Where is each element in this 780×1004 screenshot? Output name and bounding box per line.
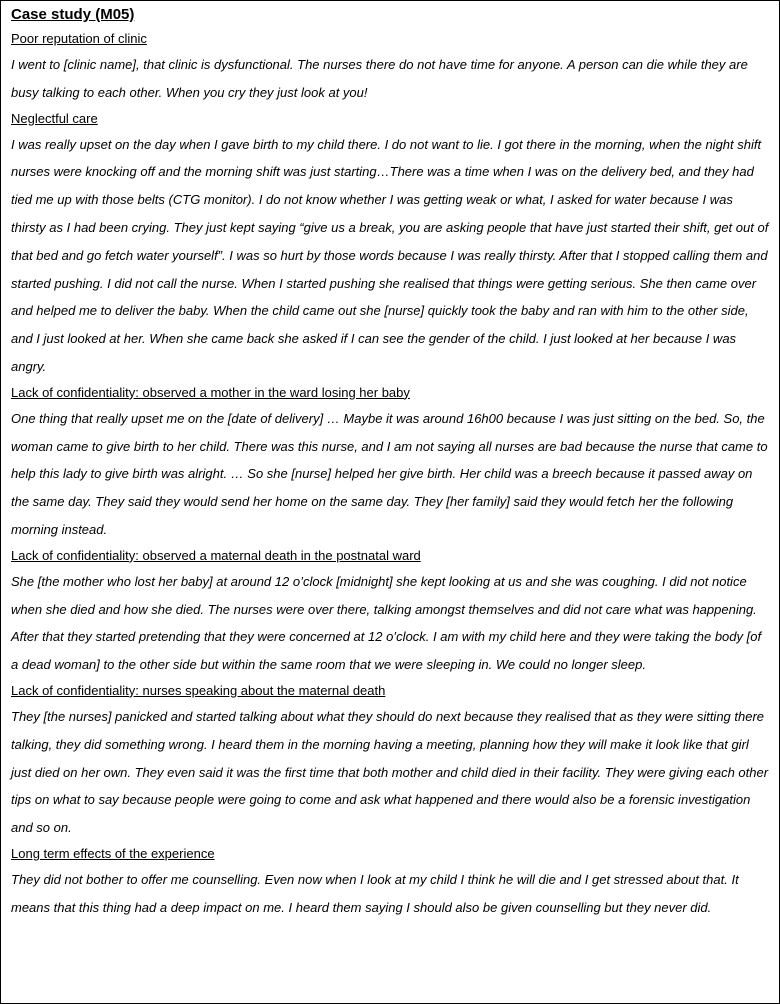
section-heading: Lack of confidentiality: observed a mother in the ward losing her baby	[11, 384, 410, 400]
section-quote: I was really upset on the day when I gave birth to my child there. I do not want to lie. I got there in the morning, when the night shift nurses were knocking off and the morning shift was just starting…There was a time when I was on the delivery bed, and they had tied me up with those belts (CTG monitor). I do not know whether I was getting weak or what, I asked for water because I was thirsty as I had been crying. They just kept saying “give us a break, you are asking people that have just started their shift, get out of that bed and go fetch water yourself”. I was so hurt by those words because I was really thirsty. After that I stopped calling them and started pushing. I did not call the nurse. When I started pushing she realised that things were getting serious. She then came over and helped me to deliver the baby. When the child came out she [nurse] quickly took the baby and ran with him to the other side, and I just looked at her. When she came back she asked if I can see the gender of the child. I just looked at her because I was angry.	[11, 136, 769, 374]
section-heading: Neglectful care	[11, 110, 98, 126]
section-heading: Long term effects of the experience	[11, 845, 215, 861]
section-quote: I went to [clinic name], that clinic is dysfunctional. The nurses there do not have time for anyone. A person can die while they are busy talking to each other. When you cry they just look at you!	[11, 57, 748, 100]
section-heading: Poor reputation of clinic	[11, 31, 147, 46]
section-neglectful-care	[11, 107, 771, 381]
section-poor-reputation	[11, 27, 771, 107]
section-quote: They did not bother to offer me counselling. Even now when I look at my child I think he will die and I get stressed about that. It means that this thing had a deep impact on me. I heard them saying I should also be given counselling but they never did.	[11, 871, 739, 915]
section-quote: She [the mother who lost her baby] at around 12 o’clock [midnight] she kept looking at us and she was coughing. I did not notice when she died and how she died. The nurses were over there, talking amongst themselves and did not care what was happening. After that they started pretending that they were concerned at 12 o’clock. I am with my child here and they were taking the body [of a dead woman] to the other side but within the same room that we were sleeping in. We could no longer sleep.	[11, 573, 762, 673]
section-quote: One thing that really upset me on the [date of delivery] … Maybe it was around 16h00 because I was just sitting on the bed. So, the woman came to give birth to her child. There was this nurse, and I am not saying all nurses are bad because the nurse that came to help this lady to give birth was alright. … So she [nurse] helped her give birth. Her child was a breech because it passed away on the same day. They said they would send her home on the same day. They [her family] said they would fetch her the following morning instead.	[11, 410, 768, 537]
section-heading: Lack of confidentiality: nurses speaking about the maternal death	[11, 682, 386, 698]
section-maternal-death	[11, 544, 771, 679]
case-study-title: Case study (M05)	[11, 6, 135, 23]
section-long-term-effects	[11, 842, 771, 922]
section-nurses-speaking	[11, 679, 771, 842]
section-heading: Lack of confidentiality: observed a maternal death in the postnatal ward	[11, 547, 421, 563]
section-quote: They [the nurses] panicked and started talking about what they should do next because they realised that as they were sitting there talking, they did something wrong. I heard them in the morning having a meeting, planning how they will make it look like that girl just died on her own. They even said it was the first time that both mother and child died in their facility. They were giving each other tips on what to say because people were going to come and ask what happened and there would also be a forensic investigation and so on.	[11, 708, 769, 836]
case-study-content	[1, 1, 779, 922]
section-mother-losing-baby	[11, 381, 771, 544]
